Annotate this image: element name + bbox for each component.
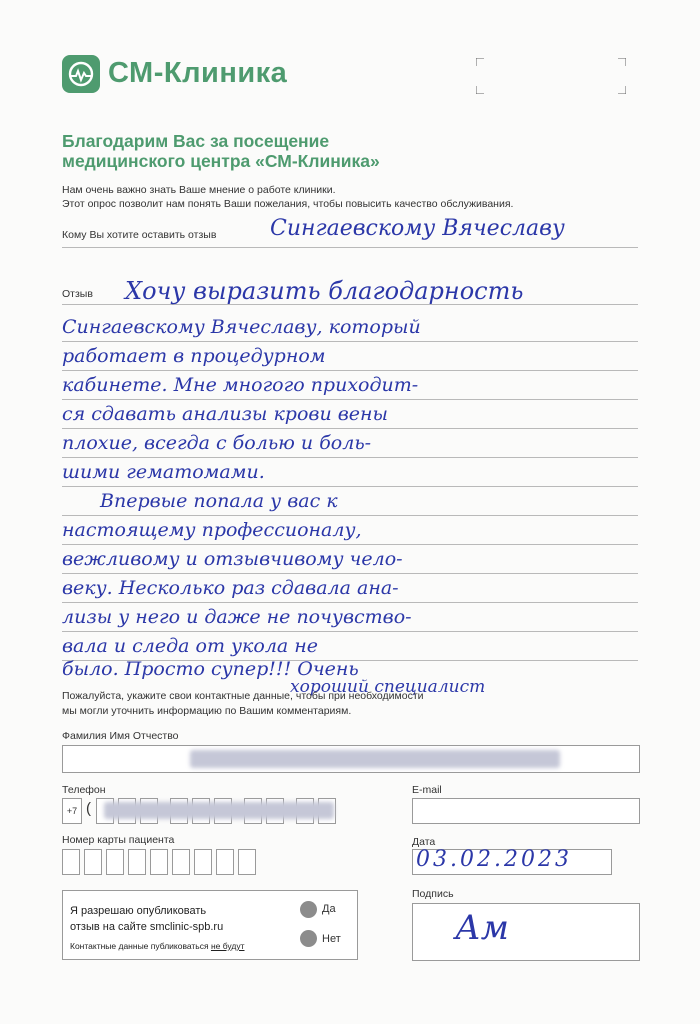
signature-field[interactable] <box>412 903 640 961</box>
page-title <box>62 131 380 171</box>
review-text-line[interactable]: Хочу выразить благодарность <box>125 277 524 305</box>
date-value: 03.02.2023 <box>416 847 572 872</box>
redacted-fio <box>190 750 560 768</box>
review-line <box>62 631 638 632</box>
review-text-line[interactable]: вала и следа от укола не <box>62 635 319 657</box>
review-line <box>62 457 638 458</box>
consent-note-emphasis: не будут <box>210 941 245 951</box>
review-text-line[interactable]: хороший специалист <box>290 677 486 697</box>
recipient-line <box>62 247 638 248</box>
phone-label: Телефон <box>62 784 106 796</box>
redacted-phone <box>104 802 334 819</box>
review-line <box>62 341 638 342</box>
review-text-line[interactable]: веку. Несколько раз сдавала ана- <box>62 577 399 599</box>
contact-prompt-line-1: Пожалуйста, укажите свои контактные данные, чтобы при необходимости <box>62 690 424 702</box>
review-line <box>62 544 638 545</box>
review-text-line[interactable]: было. Просто супер!!! Очень <box>62 658 359 680</box>
review-line <box>62 370 638 371</box>
intro-line-1: Нам очень важно знать Ваше мнение о работе клиники. <box>62 184 336 196</box>
signature-label: Подпись <box>412 888 454 900</box>
review-text-line[interactable]: Сингаевскому Вячеславу, который <box>62 316 421 338</box>
review-line <box>62 486 638 487</box>
review-text-line[interactable]: шими гематомами. <box>62 461 265 483</box>
fio-label: Фамилия Имя Отчество <box>62 730 179 742</box>
review-line <box>62 515 638 516</box>
card-digit-cell[interactable] <box>150 849 168 875</box>
card-digit-cell[interactable] <box>194 849 212 875</box>
consent-line-1: Я разрешаю опубликовать <box>70 905 207 917</box>
clinic-name: СМ-Клиника <box>108 57 288 89</box>
consent-text <box>70 903 245 954</box>
review-text-line[interactable]: настоящему профессионалу, <box>62 519 362 541</box>
consent-note-text: Контактные данные публиковаться <box>70 941 211 951</box>
review-line <box>62 399 638 400</box>
review-line <box>62 602 638 603</box>
consent-line-2: отзыв на сайте smclinic-spb.ru <box>70 921 224 933</box>
review-text-line[interactable]: вежливому и отзывчивому чело- <box>62 548 403 570</box>
recipient-label: Кому Вы хотите оставить отзыв <box>62 229 217 241</box>
consent-note <box>70 938 245 954</box>
card-label: Номер карты пациента <box>62 834 175 846</box>
review-text-line[interactable]: плохие, всегда с болью и боль- <box>62 432 372 454</box>
card-digit-cell[interactable] <box>106 849 124 875</box>
intro-text <box>62 183 513 211</box>
card-digit-cell[interactable] <box>172 849 190 875</box>
recipient-value[interactable]: Сингаевскому Вячеславу <box>270 216 565 241</box>
card-digit-cell[interactable] <box>62 849 80 875</box>
signature-value: Ам <box>455 908 509 948</box>
phone-prefix: +7 <box>62 798 82 824</box>
title-line-2: медицинского центра «СМ-Клиника» <box>62 151 380 171</box>
phone-paren: ( <box>86 800 91 817</box>
intro-line-2: Этот опрос позволит нам понять Ваши пожелания, чтобы повысить качество обслуживания. <box>62 198 514 210</box>
stamp-frame <box>476 58 626 94</box>
review-text-line[interactable]: работает в процедурном <box>62 345 326 367</box>
email-field[interactable] <box>412 798 640 824</box>
card-digit-cell[interactable] <box>128 849 146 875</box>
review-line <box>62 428 638 429</box>
card-digit-cell[interactable] <box>238 849 256 875</box>
title-line-1: Благодарим Вас за посещение <box>62 131 330 151</box>
review-text-line[interactable]: Впервые попала у вас к <box>100 490 338 512</box>
review-text-line[interactable]: лизы у него и даже не почувство- <box>62 606 412 628</box>
consent-no-label: Нет <box>322 933 341 945</box>
card-digit-cell[interactable] <box>216 849 234 875</box>
review-label: Отзыв <box>62 288 93 300</box>
clinic-logo-icon <box>62 55 100 93</box>
review-text-line[interactable]: ся сдавать анализы крови вены <box>62 403 389 425</box>
review-line <box>62 573 638 574</box>
review-text-line[interactable]: кабинете. Мне многого приходит- <box>62 374 419 396</box>
contact-prompt-line-2: мы могли уточнить информацию по Вашим комментариям. <box>62 705 352 717</box>
date-label: Дата <box>412 836 436 848</box>
card-digit-cell[interactable] <box>84 849 102 875</box>
consent-yes-radio[interactable] <box>300 901 317 918</box>
contact-prompt <box>62 689 424 719</box>
consent-no-radio[interactable] <box>300 930 317 947</box>
consent-yes-label: Да <box>322 903 336 915</box>
email-label: E-mail <box>412 784 442 796</box>
